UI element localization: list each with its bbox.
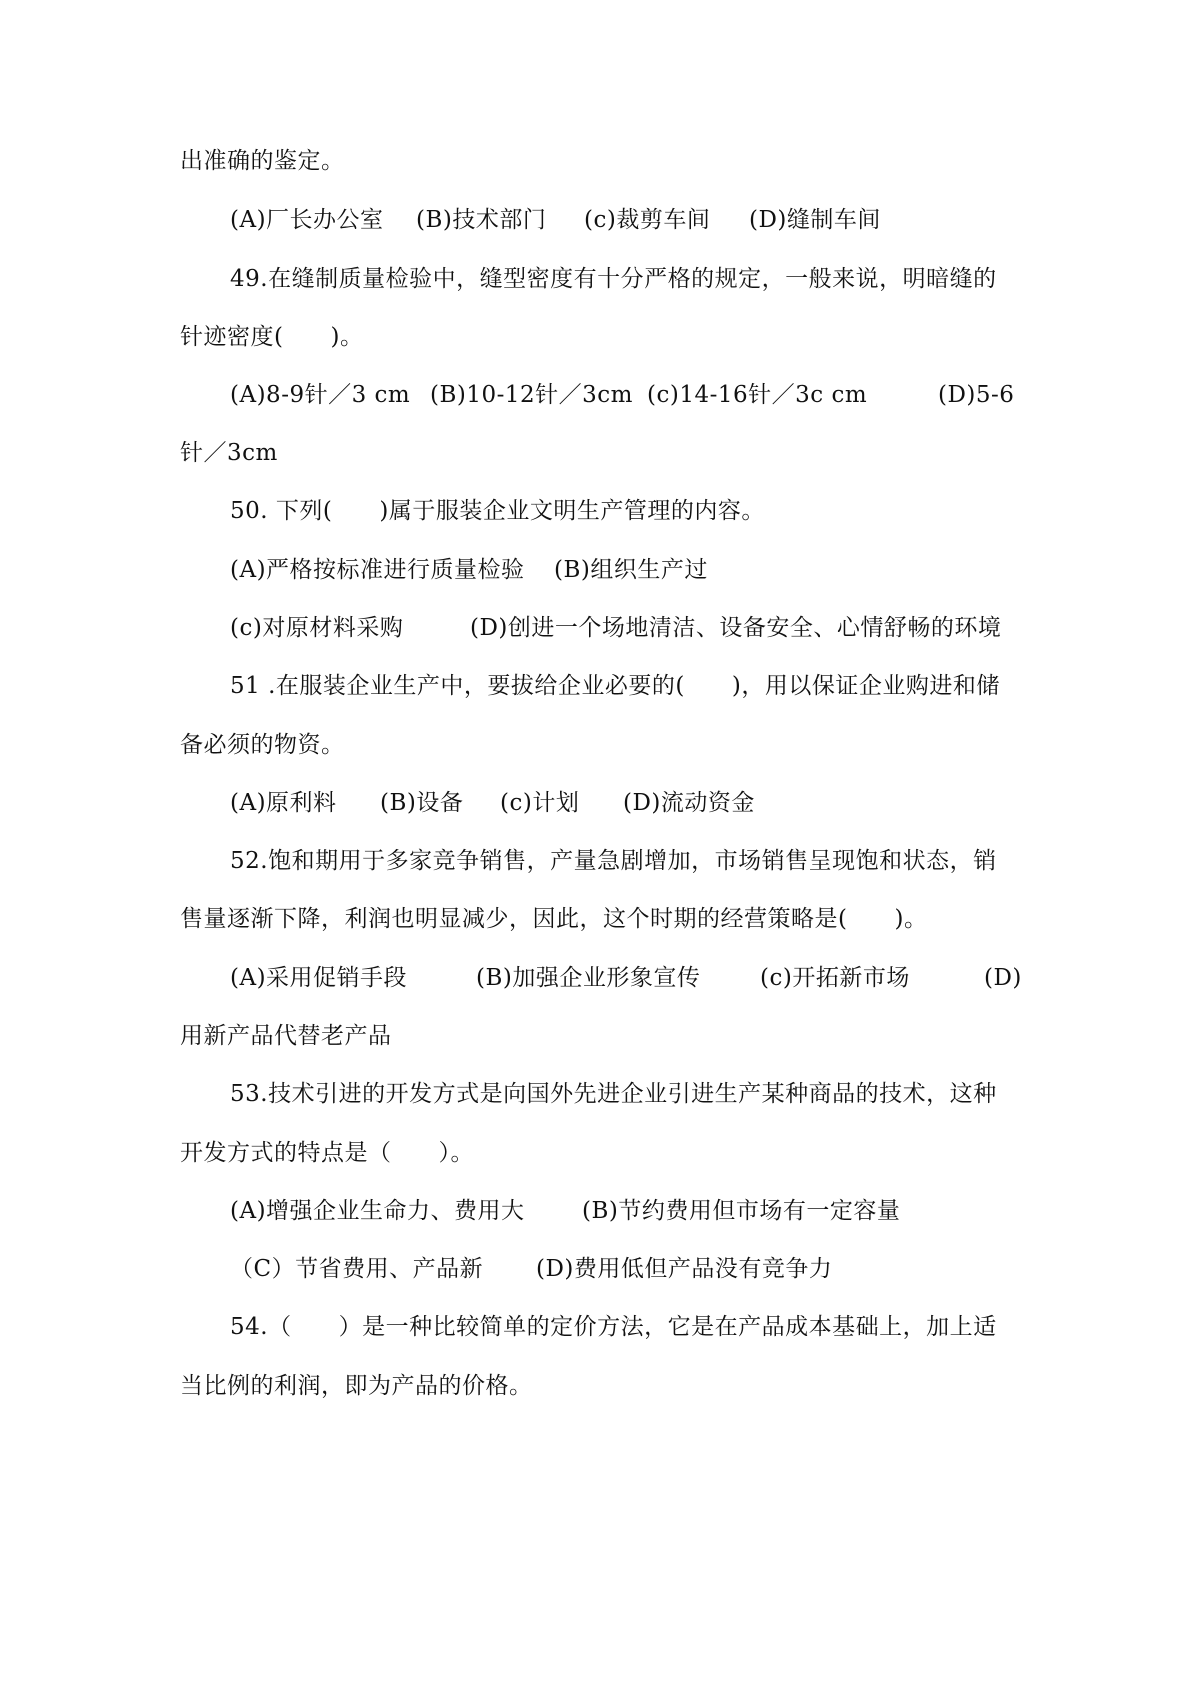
options-row-q51 [230, 788, 1020, 818]
option-a: (A)严格按标准进行质量检验 [230, 557, 525, 583]
option-b: (B)设备 [380, 790, 464, 816]
options-row-q49 [230, 380, 1020, 410]
question-50-text: 50. 下列( )属于服装企业文明生产管理的内容。 [230, 498, 765, 524]
option-d: (D)创进一个场地清洁、设备安全、心情舒畅的环境 [470, 615, 1002, 641]
option-b: (B)节约费用但市场有一定容量 [582, 1198, 901, 1224]
option-d: (D)5-6 [938, 382, 1015, 408]
option-d: (D) [984, 965, 1022, 991]
option-a: (A)增强企业生命力、费用大 [230, 1198, 525, 1224]
options-row-q53-1 [230, 1196, 1020, 1226]
option-b: (B)10-12针／3cm [430, 382, 633, 408]
options-row-q53-2 [230, 1254, 1020, 1284]
options-row-q52 [230, 963, 1020, 993]
question-51-text-cont: 备必须的物资。 [180, 732, 345, 758]
question-53-text: 53.技术引进的开发方式是向国外先进企业引进生产某种商品的技术，这种 [230, 1081, 997, 1107]
text-line: 出准确的鉴定。 [180, 148, 345, 174]
question-52-text-cont: 售量逐渐下降，利润也明显减少，因此，这个时期的经营策略是( )。 [180, 906, 928, 932]
question-54-text-cont: 当比例的利润，即为产品的价格。 [180, 1373, 533, 1399]
question-52-text: 52.饱和期用于多家竞争销售，产量急剧增加，市场销售呈现饱和状态，销 [230, 848, 997, 874]
option-a: (A)原利料 [230, 790, 337, 816]
option-d: (D)流动资金 [623, 790, 755, 816]
options-row-q49-cont: 针／3cm [180, 440, 278, 466]
options-row-q50-1 [230, 555, 1020, 585]
option-a: (A)采用促销手段 [230, 965, 408, 991]
question-54-text: 54.（ ）是一种比较简单的定价方法，它是在产品成本基础上，加上适 [230, 1314, 997, 1340]
question-51-text: 51 .在服装企业生产中，要拔给企业必要的( )，用以保证企业购进和储 [230, 673, 1000, 699]
option-d: (D)缝制车间 [749, 207, 881, 233]
option-c: （C）节省费用、产品新 [230, 1256, 484, 1282]
option-c: (c)对原材料采购 [230, 615, 404, 641]
question-49-text-cont: 针迹密度( )。 [180, 324, 364, 350]
option-c: (c)14-16针／3c cm [647, 382, 868, 408]
question-49-text: 49.在缝制质量检验中，缝型密度有十分严格的规定，一般来说，明暗缝的 [230, 266, 997, 292]
options-row-q50-2 [230, 613, 1020, 643]
options-row-q48 [230, 205, 1020, 235]
option-c: (c)开拓新市场 [760, 965, 910, 991]
option-c: (c)裁剪车间 [584, 207, 711, 233]
option-a: (A)8-9针／3 cm [230, 382, 411, 408]
option-d: (D)费用低但产品没有竞争力 [536, 1256, 833, 1282]
option-b: (B)加强企业形象宣传 [476, 965, 701, 991]
option-c: (c)计划 [500, 790, 580, 816]
option-a: (A)厂长办公室 [230, 207, 384, 233]
question-53-text-cont: 开发方式的特点是（ ）。 [180, 1140, 474, 1166]
option-b: (B)技术部门 [416, 207, 547, 233]
options-row-q52-cont: 用新产品代替老产品 [180, 1023, 392, 1049]
option-b: (B)组织生产过 [554, 557, 708, 583]
